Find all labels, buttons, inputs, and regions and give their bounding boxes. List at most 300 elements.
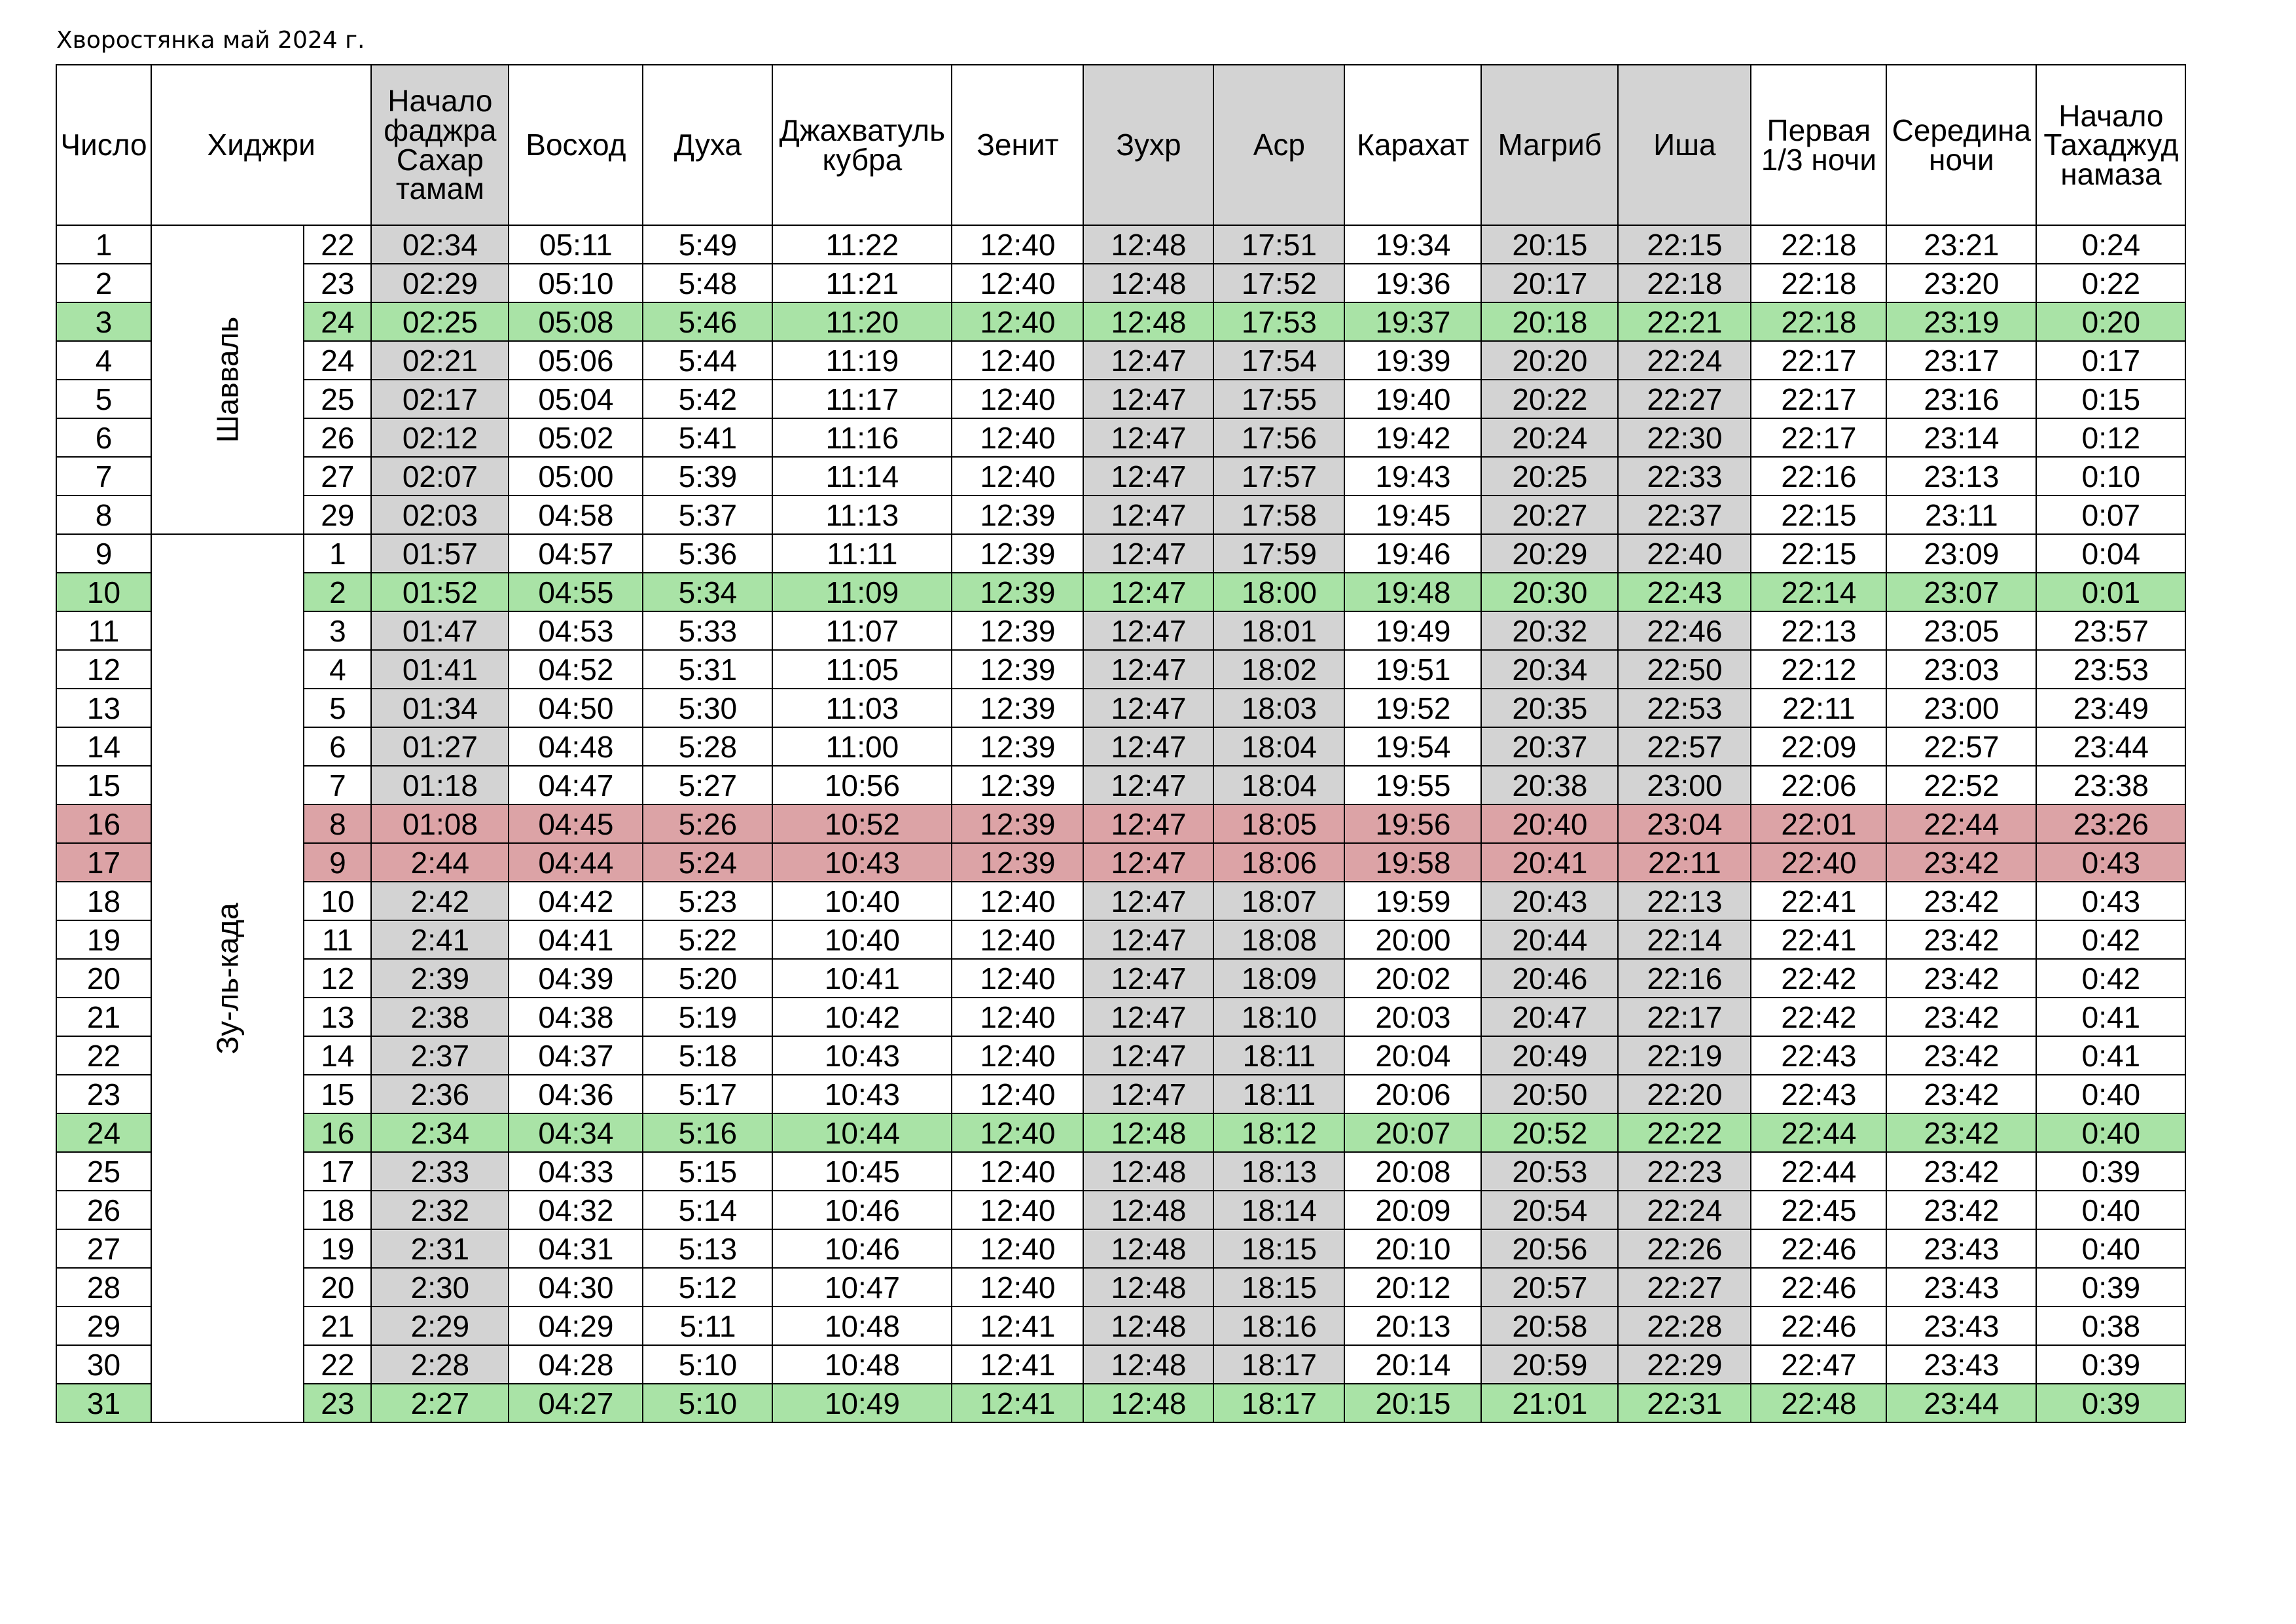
isha-time-cell: 22:15: [1618, 225, 1751, 264]
tahajjud-time-cell: 0:43: [2036, 843, 2185, 882]
zenith-time-cell: 12:40: [952, 1075, 1083, 1113]
dahwa-kubra-time-cell: 10:49: [772, 1384, 952, 1422]
zenith-time-cell: 12:39: [952, 496, 1083, 534]
sunrise-time-cell: 04:47: [509, 766, 643, 804]
midnight-time-cell: 23:42: [1886, 1036, 2036, 1075]
dahwa-kubra-time-cell: 10:56: [772, 766, 952, 804]
day-cell: 21: [56, 998, 151, 1036]
karahat-time-cell: 19:54: [1344, 727, 1481, 766]
sunrise-time-cell: 04:30: [509, 1268, 643, 1307]
fajr-time-cell: 01:08: [371, 804, 509, 843]
day-cell: 29: [56, 1307, 151, 1345]
duha-time-cell: 5:34: [643, 573, 772, 611]
karahat-time-cell: 19:43: [1344, 457, 1481, 496]
zenith-time-cell: 12:40: [952, 418, 1083, 457]
asr-time-cell: 18:17: [1213, 1384, 1344, 1422]
maghrib-time-cell: 20:41: [1481, 843, 1618, 882]
sunrise-time-cell: 05:04: [509, 380, 643, 418]
zenith-time-cell: 12:39: [952, 689, 1083, 727]
fajr-time-cell: 2:27: [371, 1384, 509, 1422]
karahat-time-cell: 20:09: [1344, 1191, 1481, 1229]
hijri-day-cell: 22: [304, 225, 371, 264]
zenith-time-cell: 12:39: [952, 727, 1083, 766]
midnight-time-cell: 23:42: [1886, 1075, 2036, 1113]
tahajjud-time-cell: 0:20: [2036, 302, 2185, 341]
hijri-day-cell: 5: [304, 689, 371, 727]
dahwa-kubra-time-cell: 10:52: [772, 804, 952, 843]
header-hijri: Хиджри: [151, 65, 371, 225]
karahat-time-cell: 19:58: [1344, 843, 1481, 882]
dhuhr-time-cell: 12:47: [1083, 650, 1213, 689]
karahat-time-cell: 20:13: [1344, 1307, 1481, 1345]
sunrise-time-cell: 04:44: [509, 843, 643, 882]
table-row: [56, 1075, 2185, 1113]
sunrise-time-cell: 04:41: [509, 920, 643, 959]
duha-time-cell: 5:16: [643, 1113, 772, 1152]
first-third-time-cell: 22:01: [1751, 804, 1886, 843]
header-tahajjud: Начало Тахаджуд намаза: [2036, 65, 2185, 225]
fajr-time-cell: 2:37: [371, 1036, 509, 1075]
dahwa-kubra-time-cell: 10:41: [772, 959, 952, 998]
duha-time-cell: 5:13: [643, 1229, 772, 1268]
first-third-time-cell: 22:44: [1751, 1113, 1886, 1152]
asr-time-cell: 17:54: [1213, 341, 1344, 380]
hijri-month-label: [151, 534, 304, 1422]
dahwa-kubra-time-cell: 11:05: [772, 650, 952, 689]
table-row: [56, 264, 2185, 302]
fajr-time-cell: 2:44: [371, 843, 509, 882]
midnight-time-cell: 23:00: [1886, 689, 2036, 727]
first-third-time-cell: 22:06: [1751, 766, 1886, 804]
sunrise-time-cell: 04:42: [509, 882, 643, 920]
day-cell: 18: [56, 882, 151, 920]
duha-time-cell: 5:31: [643, 650, 772, 689]
sunrise-time-cell: 04:31: [509, 1229, 643, 1268]
sunrise-time-cell: 04:36: [509, 1075, 643, 1113]
isha-time-cell: 22:16: [1618, 959, 1751, 998]
table-row: [56, 496, 2185, 534]
tahajjud-time-cell: 23:44: [2036, 727, 2185, 766]
tahajjud-time-cell: 23:57: [2036, 611, 2185, 650]
duha-time-cell: 5:33: [643, 611, 772, 650]
hijri-day-cell: 15: [304, 1075, 371, 1113]
maghrib-time-cell: 20:38: [1481, 766, 1618, 804]
zenith-time-cell: 12:40: [952, 959, 1083, 998]
asr-time-cell: 18:13: [1213, 1152, 1344, 1191]
midnight-time-cell: 23:05: [1886, 611, 2036, 650]
header-sunrise: Восход: [509, 65, 643, 225]
day-cell: 28: [56, 1268, 151, 1307]
first-third-time-cell: 22:46: [1751, 1229, 1886, 1268]
hijri-day-cell: 17: [304, 1152, 371, 1191]
hijri-day-cell: 25: [304, 380, 371, 418]
first-third-time-cell: 22:18: [1751, 264, 1886, 302]
fajr-time-cell: 01:41: [371, 650, 509, 689]
maghrib-time-cell: 20:46: [1481, 959, 1618, 998]
maghrib-time-cell: 20:15: [1481, 225, 1618, 264]
dahwa-kubra-time-cell: 10:46: [772, 1191, 952, 1229]
tahajjud-time-cell: 0:43: [2036, 882, 2185, 920]
dhuhr-time-cell: 12:47: [1083, 920, 1213, 959]
hijri-day-cell: 20: [304, 1268, 371, 1307]
asr-time-cell: 18:14: [1213, 1191, 1344, 1229]
header-day: Число: [56, 65, 151, 225]
dhuhr-time-cell: 12:47: [1083, 882, 1213, 920]
fajr-time-cell: 2:36: [371, 1075, 509, 1113]
table-row: [56, 920, 2185, 959]
asr-time-cell: 18:05: [1213, 804, 1344, 843]
hijri-day-cell: 12: [304, 959, 371, 998]
dahwa-kubra-time-cell: 10:48: [772, 1345, 952, 1384]
table-row: [56, 1384, 2185, 1422]
first-third-time-cell: 22:14: [1751, 573, 1886, 611]
zenith-time-cell: 12:39: [952, 766, 1083, 804]
midnight-time-cell: 23:07: [1886, 573, 2036, 611]
first-third-time-cell: 22:13: [1751, 611, 1886, 650]
tahajjud-time-cell: 23:26: [2036, 804, 2185, 843]
table-body: [56, 65, 2185, 1422]
midnight-time-cell: 23:43: [1886, 1268, 2036, 1307]
maghrib-time-cell: 20:37: [1481, 727, 1618, 766]
dahwa-kubra-time-cell: 10:44: [772, 1113, 952, 1152]
table-row: [56, 998, 2185, 1036]
fajr-time-cell: 2:32: [371, 1191, 509, 1229]
maghrib-time-cell: 20:43: [1481, 882, 1618, 920]
fajr-time-cell: 01:18: [371, 766, 509, 804]
isha-time-cell: 23:00: [1618, 766, 1751, 804]
asr-time-cell: 17:58: [1213, 496, 1344, 534]
zenith-time-cell: 12:40: [952, 1113, 1083, 1152]
zenith-time-cell: 12:40: [952, 457, 1083, 496]
isha-time-cell: 22:23: [1618, 1152, 1751, 1191]
fajr-time-cell: 2:38: [371, 998, 509, 1036]
first-third-time-cell: 22:44: [1751, 1152, 1886, 1191]
dhuhr-time-cell: 12:47: [1083, 1075, 1213, 1113]
tahajjud-time-cell: 0:41: [2036, 1036, 2185, 1075]
dhuhr-time-cell: 12:47: [1083, 341, 1213, 380]
first-third-time-cell: 22:42: [1751, 998, 1886, 1036]
dahwa-kubra-time-cell: 11:21: [772, 264, 952, 302]
table-row: [56, 1113, 2185, 1152]
maghrib-time-cell: 20:53: [1481, 1152, 1618, 1191]
karahat-time-cell: 19:56: [1344, 804, 1481, 843]
midnight-time-cell: 23:13: [1886, 457, 2036, 496]
dahwa-kubra-time-cell: 10:43: [772, 843, 952, 882]
day-cell: 5: [56, 380, 151, 418]
duha-time-cell: 5:17: [643, 1075, 772, 1113]
karahat-time-cell: 19:39: [1344, 341, 1481, 380]
tahajjud-time-cell: 0:12: [2036, 418, 2185, 457]
tahajjud-time-cell: 0:40: [2036, 1113, 2185, 1152]
dhuhr-time-cell: 12:47: [1083, 766, 1213, 804]
dhuhr-time-cell: 12:47: [1083, 727, 1213, 766]
tahajjud-time-cell: 0:41: [2036, 998, 2185, 1036]
first-third-time-cell: 22:16: [1751, 457, 1886, 496]
midnight-time-cell: 23:42: [1886, 882, 2036, 920]
first-third-time-cell: 22:46: [1751, 1307, 1886, 1345]
fajr-time-cell: 2:41: [371, 920, 509, 959]
tahajjud-time-cell: 0:38: [2036, 1307, 2185, 1345]
midnight-time-cell: 22:57: [1886, 727, 2036, 766]
tahajjud-time-cell: 0:42: [2036, 959, 2185, 998]
maghrib-time-cell: 20:57: [1481, 1268, 1618, 1307]
day-cell: 24: [56, 1113, 151, 1152]
karahat-time-cell: 20:07: [1344, 1113, 1481, 1152]
prayer-times-table: [56, 64, 2186, 1423]
first-third-time-cell: 22:18: [1751, 225, 1886, 264]
hijri-day-cell: 21: [304, 1307, 371, 1345]
fajr-time-cell: 02:21: [371, 341, 509, 380]
isha-time-cell: 22:53: [1618, 689, 1751, 727]
midnight-time-cell: 23:14: [1886, 418, 2036, 457]
first-third-time-cell: 22:09: [1751, 727, 1886, 766]
sunrise-time-cell: 04:53: [509, 611, 643, 650]
zenith-time-cell: 12:40: [952, 1152, 1083, 1191]
fajr-time-cell: 2:33: [371, 1152, 509, 1191]
dhuhr-time-cell: 12:47: [1083, 959, 1213, 998]
asr-time-cell: 17:53: [1213, 302, 1344, 341]
dhuhr-time-cell: 12:48: [1083, 302, 1213, 341]
isha-time-cell: 22:40: [1618, 534, 1751, 573]
midnight-time-cell: 23:21: [1886, 225, 2036, 264]
karahat-time-cell: 19:45: [1344, 496, 1481, 534]
table-row: [56, 650, 2185, 689]
midnight-time-cell: 23:42: [1886, 959, 2036, 998]
day-cell: 26: [56, 1191, 151, 1229]
table-row: [56, 1345, 2185, 1384]
maghrib-time-cell: 20:32: [1481, 611, 1618, 650]
table-row: [56, 804, 2185, 843]
asr-time-cell: 17:51: [1213, 225, 1344, 264]
maghrib-time-cell: 20:35: [1481, 689, 1618, 727]
maghrib-time-cell: 20:50: [1481, 1075, 1618, 1113]
zenith-time-cell: 12:40: [952, 920, 1083, 959]
maghrib-time-cell: 20:44: [1481, 920, 1618, 959]
duha-time-cell: 5:37: [643, 496, 772, 534]
tahajjud-time-cell: 0:17: [2036, 341, 2185, 380]
day-cell: 2: [56, 264, 151, 302]
asr-time-cell: 18:17: [1213, 1345, 1344, 1384]
sunrise-time-cell: 05:02: [509, 418, 643, 457]
tahajjud-time-cell: 23:38: [2036, 766, 2185, 804]
header-dahwa-kubra: Джахватуль кубра: [772, 65, 952, 225]
karahat-time-cell: 20:02: [1344, 959, 1481, 998]
day-cell: 27: [56, 1229, 151, 1268]
dahwa-kubra-time-cell: 10:43: [772, 1036, 952, 1075]
isha-time-cell: 22:20: [1618, 1075, 1751, 1113]
dhuhr-time-cell: 12:47: [1083, 496, 1213, 534]
fajr-time-cell: 01:52: [371, 573, 509, 611]
dahwa-kubra-time-cell: 11:16: [772, 418, 952, 457]
day-cell: 1: [56, 225, 151, 264]
hijri-day-cell: 26: [304, 418, 371, 457]
maghrib-time-cell: 20:58: [1481, 1307, 1618, 1345]
duha-time-cell: 5:24: [643, 843, 772, 882]
day-cell: 13: [56, 689, 151, 727]
dahwa-kubra-time-cell: 10:43: [772, 1075, 952, 1113]
hijri-day-cell: 29: [304, 496, 371, 534]
isha-time-cell: 22:37: [1618, 496, 1751, 534]
zenith-time-cell: 12:40: [952, 225, 1083, 264]
fajr-time-cell: 01:57: [371, 534, 509, 573]
karahat-time-cell: 19:37: [1344, 302, 1481, 341]
sunrise-time-cell: 04:29: [509, 1307, 643, 1345]
midnight-time-cell: 23:17: [1886, 341, 2036, 380]
table-row: [56, 689, 2185, 727]
sunrise-time-cell: 04:57: [509, 534, 643, 573]
duha-time-cell: 5:23: [643, 882, 772, 920]
first-third-time-cell: 22:17: [1751, 341, 1886, 380]
tahajjud-time-cell: 0:39: [2036, 1268, 2185, 1307]
dahwa-kubra-time-cell: 11:17: [772, 380, 952, 418]
fajr-time-cell: 02:34: [371, 225, 509, 264]
asr-time-cell: 17:56: [1213, 418, 1344, 457]
karahat-time-cell: 20:14: [1344, 1345, 1481, 1384]
maghrib-time-cell: 20:20: [1481, 341, 1618, 380]
first-third-time-cell: 22:40: [1751, 843, 1886, 882]
asr-time-cell: 18:02: [1213, 650, 1344, 689]
hijri-day-cell: 16: [304, 1113, 371, 1152]
dhuhr-time-cell: 12:47: [1083, 457, 1213, 496]
dahwa-kubra-time-cell: 11:07: [772, 611, 952, 650]
sunrise-time-cell: 04:58: [509, 496, 643, 534]
hijri-day-cell: 3: [304, 611, 371, 650]
duha-time-cell: 5:27: [643, 766, 772, 804]
karahat-time-cell: 20:15: [1344, 1384, 1481, 1422]
sunrise-time-cell: 04:50: [509, 689, 643, 727]
zenith-time-cell: 12:40: [952, 341, 1083, 380]
maghrib-time-cell: 20:59: [1481, 1345, 1618, 1384]
duha-time-cell: 5:44: [643, 341, 772, 380]
fajr-time-cell: 02:07: [371, 457, 509, 496]
asr-time-cell: 18:04: [1213, 766, 1344, 804]
midnight-time-cell: 23:20: [1886, 264, 2036, 302]
maghrib-time-cell: 20:18: [1481, 302, 1618, 341]
dhuhr-time-cell: 12:47: [1083, 534, 1213, 573]
sunrise-time-cell: 04:45: [509, 804, 643, 843]
dhuhr-time-cell: 12:47: [1083, 611, 1213, 650]
fajr-time-cell: 01:27: [371, 727, 509, 766]
table-row: [56, 225, 2185, 264]
table-row: [56, 882, 2185, 920]
dhuhr-time-cell: 12:48: [1083, 1268, 1213, 1307]
hijri-day-cell: 6: [304, 727, 371, 766]
isha-time-cell: 22:29: [1618, 1345, 1751, 1384]
table-row: [56, 727, 2185, 766]
tahajjud-time-cell: 23:53: [2036, 650, 2185, 689]
dhuhr-time-cell: 12:47: [1083, 418, 1213, 457]
first-third-time-cell: 22:47: [1751, 1345, 1886, 1384]
document-title: Хворостянка май 2024 г.: [56, 27, 365, 54]
midnight-time-cell: 23:42: [1886, 1113, 2036, 1152]
asr-time-cell: 18:03: [1213, 689, 1344, 727]
zenith-time-cell: 12:40: [952, 882, 1083, 920]
isha-time-cell: 22:19: [1618, 1036, 1751, 1075]
first-third-time-cell: 22:15: [1751, 534, 1886, 573]
zenith-time-cell: 12:41: [952, 1384, 1083, 1422]
zenith-time-cell: 12:40: [952, 380, 1083, 418]
header-zenith: Зенит: [952, 65, 1083, 225]
tahajjud-time-cell: 0:07: [2036, 496, 2185, 534]
isha-time-cell: 22:28: [1618, 1307, 1751, 1345]
hijri-day-cell: 27: [304, 457, 371, 496]
day-cell: 19: [56, 920, 151, 959]
dhuhr-time-cell: 12:48: [1083, 1345, 1213, 1384]
asr-time-cell: 18:01: [1213, 611, 1344, 650]
duha-time-cell: 5:48: [643, 264, 772, 302]
hijri-day-cell: 4: [304, 650, 371, 689]
dahwa-kubra-time-cell: 11:20: [772, 302, 952, 341]
hijri-month-name: Зу-ль-када: [210, 902, 245, 1055]
sunrise-time-cell: 04:48: [509, 727, 643, 766]
day-cell: 9: [56, 534, 151, 573]
isha-time-cell: 22:50: [1618, 650, 1751, 689]
day-cell: 17: [56, 843, 151, 882]
dhuhr-time-cell: 12:47: [1083, 998, 1213, 1036]
dhuhr-time-cell: 12:48: [1083, 1307, 1213, 1345]
hijri-day-cell: 23: [304, 264, 371, 302]
sunrise-time-cell: 04:33: [509, 1152, 643, 1191]
midnight-time-cell: 23:03: [1886, 650, 2036, 689]
dhuhr-time-cell: 12:48: [1083, 1229, 1213, 1268]
table-row: [56, 1191, 2185, 1229]
isha-time-cell: 22:14: [1618, 920, 1751, 959]
fajr-time-cell: 01:34: [371, 689, 509, 727]
zenith-time-cell: 12:40: [952, 1268, 1083, 1307]
sunrise-time-cell: 04:37: [509, 1036, 643, 1075]
isha-time-cell: 22:46: [1618, 611, 1751, 650]
midnight-time-cell: 23:11: [1886, 496, 2036, 534]
maghrib-time-cell: 20:47: [1481, 998, 1618, 1036]
header-karahat: Карахат: [1344, 65, 1481, 225]
zenith-time-cell: 12:39: [952, 804, 1083, 843]
day-cell: 22: [56, 1036, 151, 1075]
fajr-time-cell: 2:42: [371, 882, 509, 920]
tahajjud-time-cell: 0:10: [2036, 457, 2185, 496]
midnight-time-cell: 23:42: [1886, 920, 2036, 959]
sunrise-time-cell: 04:32: [509, 1191, 643, 1229]
midnight-time-cell: 23:19: [1886, 302, 2036, 341]
dahwa-kubra-time-cell: 10:45: [772, 1152, 952, 1191]
day-cell: 23: [56, 1075, 151, 1113]
maghrib-time-cell: 20:40: [1481, 804, 1618, 843]
zenith-time-cell: 12:41: [952, 1307, 1083, 1345]
karahat-time-cell: 19:51: [1344, 650, 1481, 689]
duha-time-cell: 5:28: [643, 727, 772, 766]
maghrib-time-cell: 20:22: [1481, 380, 1618, 418]
midnight-time-cell: 23:43: [1886, 1229, 2036, 1268]
dahwa-kubra-time-cell: 10:40: [772, 882, 952, 920]
table-row: [56, 1152, 2185, 1191]
isha-time-cell: 22:27: [1618, 1268, 1751, 1307]
duha-time-cell: 5:12: [643, 1268, 772, 1307]
dahwa-kubra-time-cell: 10:46: [772, 1229, 952, 1268]
sunrise-time-cell: 05:00: [509, 457, 643, 496]
karahat-time-cell: 20:03: [1344, 998, 1481, 1036]
asr-time-cell: 17:55: [1213, 380, 1344, 418]
asr-time-cell: 17:57: [1213, 457, 1344, 496]
fajr-time-cell: 01:47: [371, 611, 509, 650]
day-cell: 11: [56, 611, 151, 650]
sunrise-time-cell: 04:28: [509, 1345, 643, 1384]
dahwa-kubra-time-cell: 11:22: [772, 225, 952, 264]
zenith-time-cell: 12:39: [952, 611, 1083, 650]
day-cell: 12: [56, 650, 151, 689]
sunrise-time-cell: 05:06: [509, 341, 643, 380]
tahajjud-time-cell: 0:40: [2036, 1075, 2185, 1113]
maghrib-time-cell: 20:30: [1481, 573, 1618, 611]
karahat-time-cell: 19:59: [1344, 882, 1481, 920]
